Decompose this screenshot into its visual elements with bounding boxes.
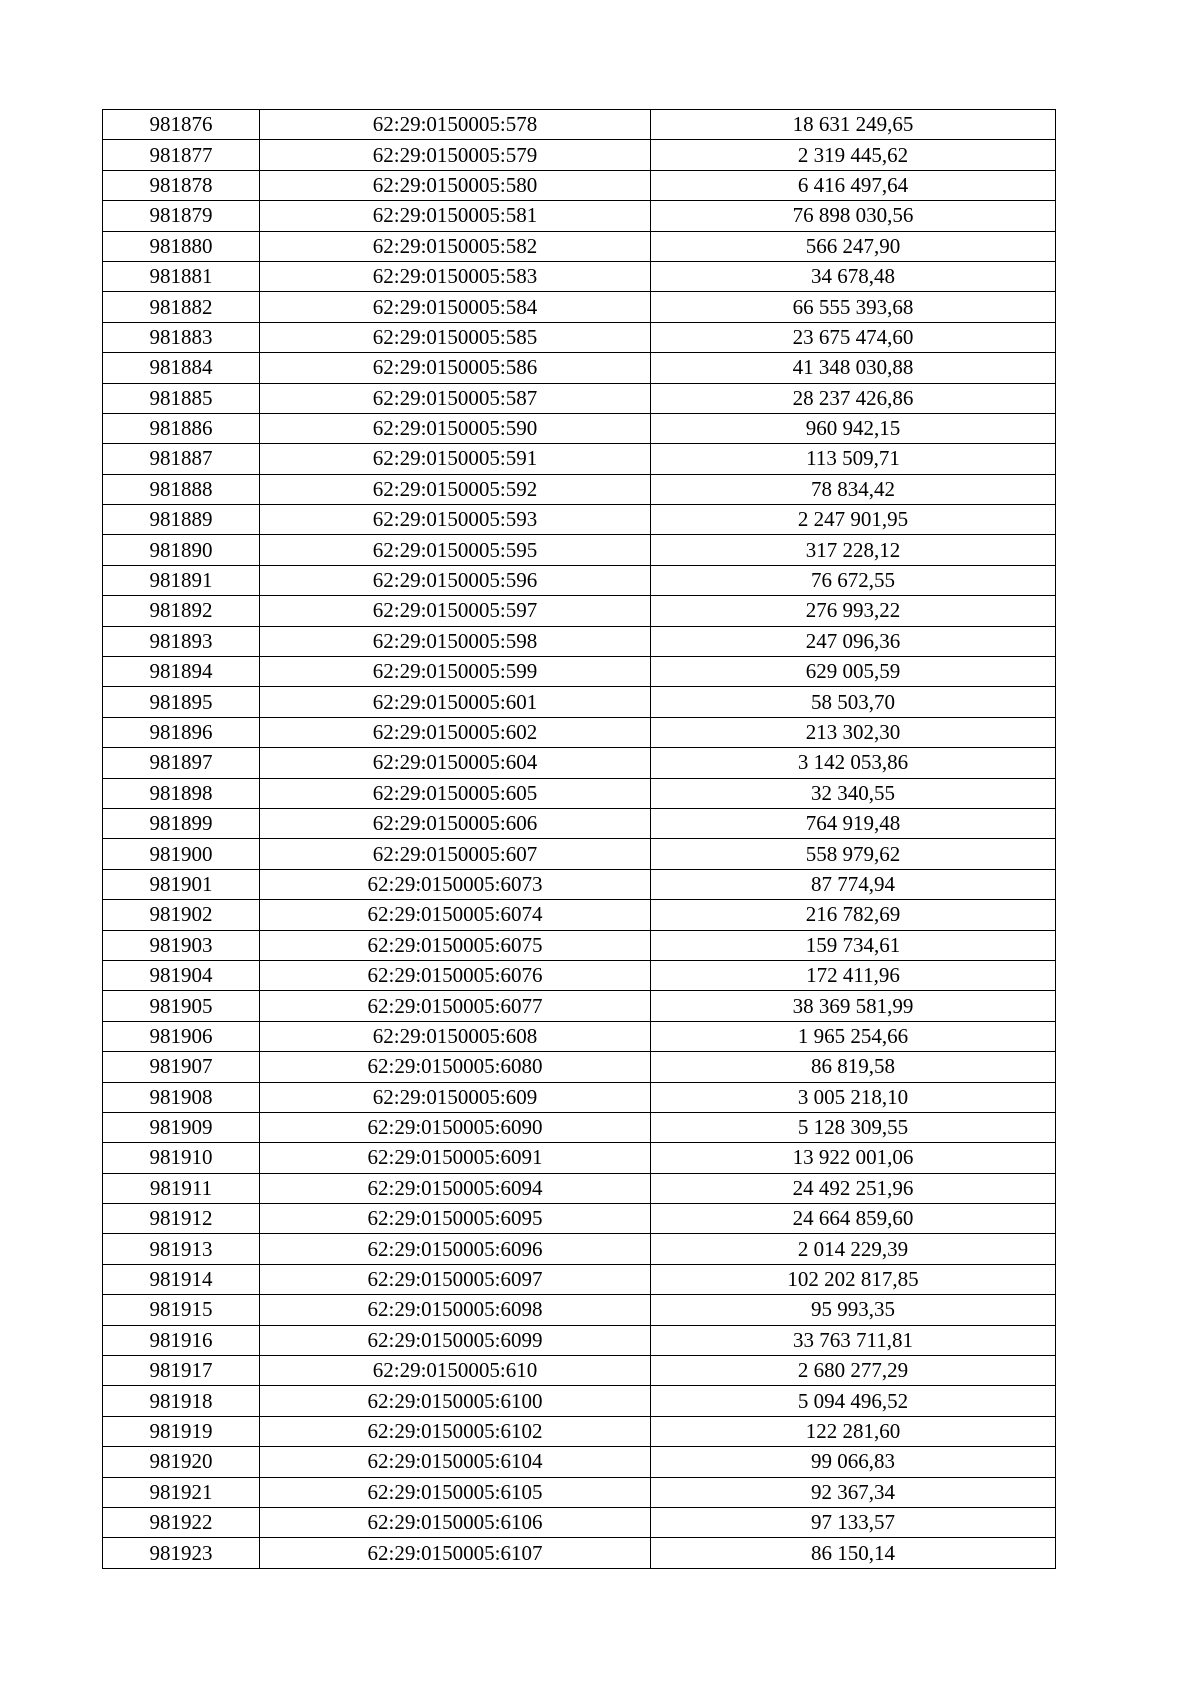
table-row: [103, 748, 1056, 778]
cadastral-number-cell: 62:29:0150005:6104: [260, 1447, 651, 1477]
row-number-cell: 981891: [103, 565, 260, 595]
row-number-cell: 981888: [103, 474, 260, 504]
table-row: [103, 1112, 1056, 1142]
cadastral-value-cell: 34 678,48: [651, 261, 1056, 291]
cadastral-number-cell: 62:29:0150005:607: [260, 839, 651, 869]
cadastral-value-cell: 2 014 229,39: [651, 1234, 1056, 1264]
row-number-cell: 981889: [103, 505, 260, 535]
table-row: [103, 1507, 1056, 1537]
cadastral-number-cell: 62:29:0150005:6100: [260, 1386, 651, 1416]
row-number-cell: 981906: [103, 1021, 260, 1051]
cadastral-value-cell: 32 340,55: [651, 778, 1056, 808]
table-row: [103, 383, 1056, 413]
row-number-cell: 981882: [103, 292, 260, 322]
row-number-cell: 981902: [103, 900, 260, 930]
cadastral-number-cell: 62:29:0150005:6097: [260, 1264, 651, 1294]
table-row: [103, 1052, 1056, 1082]
table-row: [103, 778, 1056, 808]
cadastral-number-cell: 62:29:0150005:6095: [260, 1204, 651, 1234]
table-row: [103, 444, 1056, 474]
cadastral-value-cell: 960 942,15: [651, 413, 1056, 443]
cadastral-value-cell: 317 228,12: [651, 535, 1056, 565]
cadastral-number-cell: 62:29:0150005:608: [260, 1021, 651, 1051]
table-row: [103, 839, 1056, 869]
cadastral-value-cell: 99 066,83: [651, 1447, 1056, 1477]
cadastral-value-cell: 66 555 393,68: [651, 292, 1056, 322]
cadastral-number-cell: 62:29:0150005:590: [260, 413, 651, 443]
cadastral-number-cell: 62:29:0150005:596: [260, 565, 651, 595]
table-row: [103, 292, 1056, 322]
cadastral-number-cell: 62:29:0150005:580: [260, 170, 651, 200]
cadastral-value-cell: 159 734,61: [651, 930, 1056, 960]
cadastral-value-cell: 76 672,55: [651, 565, 1056, 595]
cadastral-number-cell: 62:29:0150005:592: [260, 474, 651, 504]
cadastral-number-cell: 62:29:0150005:6077: [260, 991, 651, 1021]
table-row: [103, 505, 1056, 535]
cadastral-number-cell: 62:29:0150005:6096: [260, 1234, 651, 1264]
table-row: [103, 1234, 1056, 1264]
row-number-cell: 981911: [103, 1173, 260, 1203]
table-body: [103, 110, 1056, 1569]
table-row: [103, 565, 1056, 595]
row-number-cell: 981897: [103, 748, 260, 778]
row-number-cell: 981900: [103, 839, 260, 869]
row-number-cell: 981886: [103, 413, 260, 443]
cadastral-value-cell: 97 133,57: [651, 1507, 1056, 1537]
cadastral-number-cell: 62:29:0150005:6106: [260, 1507, 651, 1537]
cadastral-value-cell: 13 922 001,06: [651, 1143, 1056, 1173]
row-number-cell: 981893: [103, 626, 260, 656]
cadastral-number-cell: 62:29:0150005:6074: [260, 900, 651, 930]
table-row: [103, 717, 1056, 747]
row-number-cell: 981877: [103, 140, 260, 170]
row-number-cell: 981890: [103, 535, 260, 565]
cadastral-value-cell: 41 348 030,88: [651, 353, 1056, 383]
cadastral-number-cell: 62:29:0150005:609: [260, 1082, 651, 1112]
cadastral-number-cell: 62:29:0150005:583: [260, 261, 651, 291]
table-row: [103, 231, 1056, 261]
table-row: [103, 1143, 1056, 1173]
cadastral-number-cell: 62:29:0150005:6098: [260, 1295, 651, 1325]
table-row: [103, 1173, 1056, 1203]
table-row: [103, 1386, 1056, 1416]
table-row: [103, 322, 1056, 352]
row-number-cell: 981901: [103, 869, 260, 899]
cadastral-value-cell: 92 367,34: [651, 1477, 1056, 1507]
row-number-cell: 981883: [103, 322, 260, 352]
cadastral-value-cell: 23 675 474,60: [651, 322, 1056, 352]
cadastral-number-cell: 62:29:0150005:605: [260, 778, 651, 808]
cadastral-number-cell: 62:29:0150005:587: [260, 383, 651, 413]
row-number-cell: 981904: [103, 960, 260, 990]
cadastral-value-cell: 122 281,60: [651, 1416, 1056, 1446]
table-row: [103, 110, 1056, 140]
cadastral-value-cell: 247 096,36: [651, 626, 1056, 656]
row-number-cell: 981920: [103, 1447, 260, 1477]
cadastral-number-cell: 62:29:0150005:610: [260, 1356, 651, 1386]
table-row: [103, 170, 1056, 200]
row-number-cell: 981896: [103, 717, 260, 747]
table-row: [103, 808, 1056, 838]
row-number-cell: 981898: [103, 778, 260, 808]
cadastral-number-cell: 62:29:0150005:582: [260, 231, 651, 261]
cadastral-value-cell: 3 005 218,10: [651, 1082, 1056, 1112]
row-number-cell: 981885: [103, 383, 260, 413]
row-number-cell: 981912: [103, 1204, 260, 1234]
table-row: [103, 1295, 1056, 1325]
cadastral-number-cell: 62:29:0150005:6099: [260, 1325, 651, 1355]
table-row: [103, 1082, 1056, 1112]
cadastral-value-cell: 566 247,90: [651, 231, 1056, 261]
cadastral-value-cell: 18 631 249,65: [651, 110, 1056, 140]
cadastral-value-cell: 764 919,48: [651, 808, 1056, 838]
table-row: [103, 1356, 1056, 1386]
row-number-cell: 981884: [103, 353, 260, 383]
cadastral-value-cell: 86 150,14: [651, 1538, 1056, 1568]
cadastral-number-cell: 62:29:0150005:598: [260, 626, 651, 656]
row-number-cell: 981915: [103, 1295, 260, 1325]
cadastral-number-cell: 62:29:0150005:602: [260, 717, 651, 747]
cadastral-number-cell: 62:29:0150005:6080: [260, 1052, 651, 1082]
row-number-cell: 981887: [103, 444, 260, 474]
table-row: [103, 1204, 1056, 1234]
row-number-cell: 981909: [103, 1112, 260, 1142]
table-row: [103, 1325, 1056, 1355]
cadastral-number-cell: 62:29:0150005:586: [260, 353, 651, 383]
cadastral-number-cell: 62:29:0150005:6107: [260, 1538, 651, 1568]
cadastral-number-cell: 62:29:0150005:6073: [260, 869, 651, 899]
cadastral-value-cell: 24 664 859,60: [651, 1204, 1056, 1234]
cadastral-value-table: [102, 109, 1056, 1569]
cadastral-value-cell: 558 979,62: [651, 839, 1056, 869]
table-row: [103, 687, 1056, 717]
cadastral-number-cell: 62:29:0150005:581: [260, 201, 651, 231]
cadastral-number-cell: 62:29:0150005:6102: [260, 1416, 651, 1446]
cadastral-value-cell: 5 094 496,52: [651, 1386, 1056, 1416]
cadastral-value-cell: 95 993,35: [651, 1295, 1056, 1325]
cadastral-value-cell: 33 763 711,81: [651, 1325, 1056, 1355]
row-number-cell: 981899: [103, 808, 260, 838]
cadastral-value-cell: 24 492 251,96: [651, 1173, 1056, 1203]
cadastral-number-cell: 62:29:0150005:6094: [260, 1173, 651, 1203]
table-row: [103, 991, 1056, 1021]
table-row: [103, 1416, 1056, 1446]
row-number-cell: 981918: [103, 1386, 260, 1416]
cadastral-number-cell: 62:29:0150005:6091: [260, 1143, 651, 1173]
cadastral-number-cell: 62:29:0150005:585: [260, 322, 651, 352]
table-row: [103, 261, 1056, 291]
row-number-cell: 981878: [103, 170, 260, 200]
cadastral-value-cell: 5 128 309,55: [651, 1112, 1056, 1142]
table-row: [103, 1477, 1056, 1507]
row-number-cell: 981914: [103, 1264, 260, 1294]
cadastral-number-cell: 62:29:0150005:604: [260, 748, 651, 778]
table-row: [103, 900, 1056, 930]
cadastral-value-cell: 213 302,30: [651, 717, 1056, 747]
cadastral-number-cell: 62:29:0150005:6075: [260, 930, 651, 960]
cadastral-value-cell: 102 202 817,85: [651, 1264, 1056, 1294]
table-row: [103, 413, 1056, 443]
cadastral-value-cell: 276 993,22: [651, 596, 1056, 626]
row-number-cell: 981879: [103, 201, 260, 231]
row-number-cell: 981894: [103, 657, 260, 687]
table-row: [103, 474, 1056, 504]
row-number-cell: 981923: [103, 1538, 260, 1568]
row-number-cell: 981919: [103, 1416, 260, 1446]
cadastral-value-cell: 113 509,71: [651, 444, 1056, 474]
cadastral-value-cell: 2 680 277,29: [651, 1356, 1056, 1386]
row-number-cell: 981908: [103, 1082, 260, 1112]
cadastral-value-cell: 38 369 581,99: [651, 991, 1056, 1021]
cadastral-number-cell: 62:29:0150005:591: [260, 444, 651, 474]
cadastral-value-cell: 2 319 445,62: [651, 140, 1056, 170]
row-number-cell: 981876: [103, 110, 260, 140]
cadastral-value-cell: 629 005,59: [651, 657, 1056, 687]
cadastral-number-cell: 62:29:0150005:584: [260, 292, 651, 322]
row-number-cell: 981905: [103, 991, 260, 1021]
cadastral-number-cell: 62:29:0150005:6076: [260, 960, 651, 990]
row-number-cell: 981881: [103, 261, 260, 291]
cadastral-value-cell: 2 247 901,95: [651, 505, 1056, 535]
cadastral-number-cell: 62:29:0150005:593: [260, 505, 651, 535]
table-row: [103, 140, 1056, 170]
table-row: [103, 596, 1056, 626]
table-row: [103, 869, 1056, 899]
row-number-cell: 981880: [103, 231, 260, 261]
cadastral-value-cell: 78 834,42: [651, 474, 1056, 504]
cadastral-value-cell: 6 416 497,64: [651, 170, 1056, 200]
row-number-cell: 981892: [103, 596, 260, 626]
cadastral-value-cell: 87 774,94: [651, 869, 1056, 899]
cadastral-number-cell: 62:29:0150005:578: [260, 110, 651, 140]
cadastral-value-cell: 216 782,69: [651, 900, 1056, 930]
cadastral-value-cell: 172 411,96: [651, 960, 1056, 990]
row-number-cell: 981910: [103, 1143, 260, 1173]
table-row: [103, 1021, 1056, 1051]
table-row: [103, 1264, 1056, 1294]
table-row: [103, 960, 1056, 990]
cadastral-number-cell: 62:29:0150005:597: [260, 596, 651, 626]
row-number-cell: 981916: [103, 1325, 260, 1355]
cadastral-value-cell: 1 965 254,66: [651, 1021, 1056, 1051]
cadastral-number-cell: 62:29:0150005:6090: [260, 1112, 651, 1142]
cadastral-number-cell: 62:29:0150005:606: [260, 808, 651, 838]
table-row: [103, 626, 1056, 656]
table-row: [103, 930, 1056, 960]
table-row: [103, 201, 1056, 231]
cadastral-number-cell: 62:29:0150005:595: [260, 535, 651, 565]
row-number-cell: 981917: [103, 1356, 260, 1386]
cadastral-value-cell: 58 503,70: [651, 687, 1056, 717]
table-row: [103, 353, 1056, 383]
row-number-cell: 981907: [103, 1052, 260, 1082]
row-number-cell: 981921: [103, 1477, 260, 1507]
row-number-cell: 981913: [103, 1234, 260, 1264]
cadastral-number-cell: 62:29:0150005:599: [260, 657, 651, 687]
row-number-cell: 981922: [103, 1507, 260, 1537]
row-number-cell: 981895: [103, 687, 260, 717]
cadastral-value-cell: 86 819,58: [651, 1052, 1056, 1082]
cadastral-number-cell: 62:29:0150005:579: [260, 140, 651, 170]
table-row: [103, 1538, 1056, 1568]
cadastral-value-cell: 28 237 426,86: [651, 383, 1056, 413]
cadastral-number-cell: 62:29:0150005:6105: [260, 1477, 651, 1507]
table-row: [103, 657, 1056, 687]
cadastral-number-cell: 62:29:0150005:601: [260, 687, 651, 717]
cadastral-value-cell: 3 142 053,86: [651, 748, 1056, 778]
cadastral-value-cell: 76 898 030,56: [651, 201, 1056, 231]
row-number-cell: 981903: [103, 930, 260, 960]
table-row: [103, 1447, 1056, 1477]
table-row: [103, 535, 1056, 565]
